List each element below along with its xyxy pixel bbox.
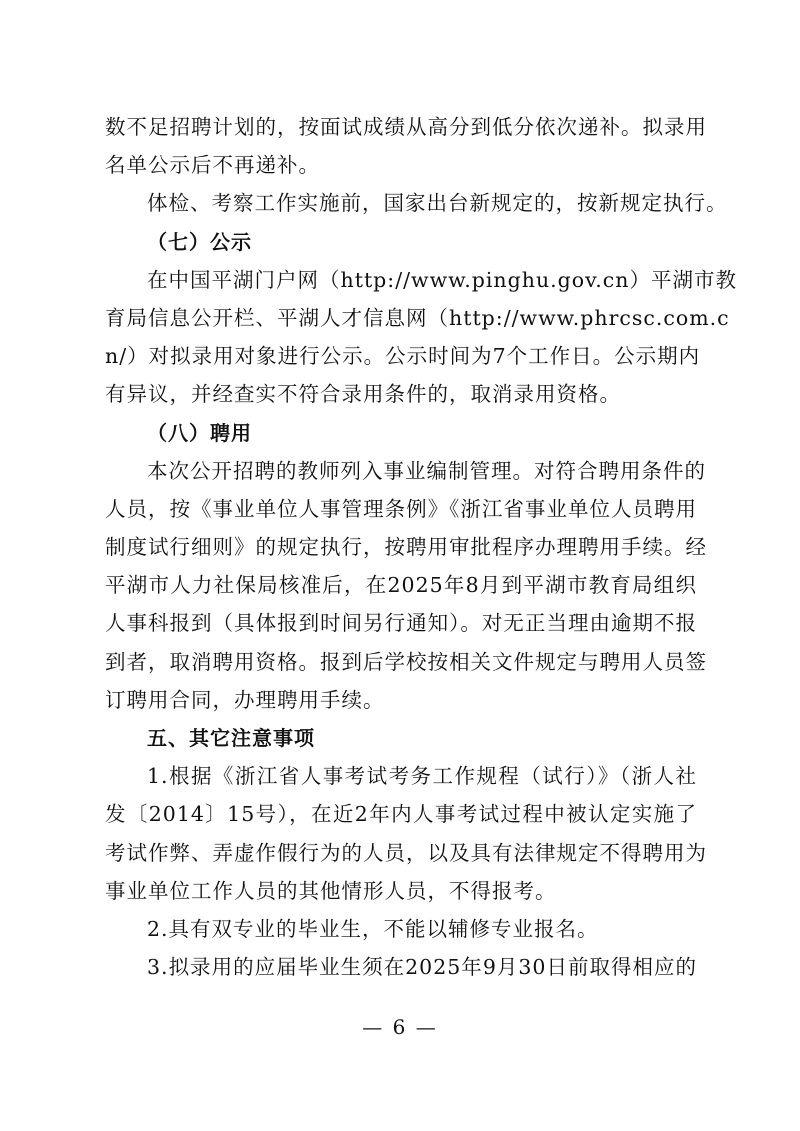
page-body [105, 108, 737, 986]
section-heading-publicity: （七）公示 [147, 229, 252, 254]
section-heading-other-notes: 五、其它注意事项 [147, 726, 315, 750]
body-line: 人事科报到（具体报到时间另行通知）。对无正当理由逾期不报 [105, 611, 697, 636]
body-line: 制度试行细则》的规定执行，按聘用审批程序办理聘用手续。经 [105, 535, 707, 560]
body-line: 有异议，并经查实不符合录用条件的，取消录用资格。 [105, 382, 621, 407]
body-line: 名单公示后不再递补。 [105, 153, 320, 178]
body-line: n/）对拟录用对象进行公示。公示时间为7个工作日。公示期内 [105, 344, 701, 369]
body-line: 育局信息公开栏、平湖人才信息网（http://www.phrcsc.com.c [105, 305, 730, 330]
body-line: 人员，按《事业单位人事管理条例》《浙江省事业单位人员聘用 [105, 496, 697, 521]
body-line: 到者，取消聘用资格。报到后学校按相关文件规定与聘用人员签 [105, 649, 707, 674]
body-line: 1.根据《浙江省人事考试考务工作规程（试行）》（浙人社 [147, 764, 697, 789]
body-line: 事业单位工作人员的其他情形人员，不得报考。 [105, 878, 557, 903]
body-line: 订聘用合同，办理聘用手续。 [105, 687, 385, 712]
body-line: 在中国平湖门户网（http://www.pinghu.gov.cn）平湖市教 [147, 267, 737, 292]
body-line: 本次公开招聘的教师列入事业编制管理。对符合聘用条件的 [147, 458, 706, 483]
body-line: 发〔2014〕15号），在近2年内人事考试过程中被认定实施了 [105, 802, 697, 827]
body-line: 平湖市人力社保局核准后，在2025年8月到平湖市教育局组织 [105, 573, 697, 598]
body-line: 2.具有双专业的毕业生，不能以辅修专业报名。 [147, 916, 599, 941]
page-number: — 6 — [362, 1015, 438, 1039]
body-line: 体检、考察工作实施前，国家出台新规定的，按新规定执行。 [147, 191, 728, 216]
body-line: 数不足招聘计划的，按面试成绩从高分到低分依次递补。拟录用 [105, 115, 707, 139]
body-line: 3.拟录用的应届毕业生须在2025年9月30日前取得相应的 [147, 955, 697, 980]
section-heading-employment: （八）聘用 [147, 420, 252, 445]
body-line: 考试作弊、弄虚作假行为的人员，以及具有法律规定不得聘用为 [105, 840, 707, 865]
